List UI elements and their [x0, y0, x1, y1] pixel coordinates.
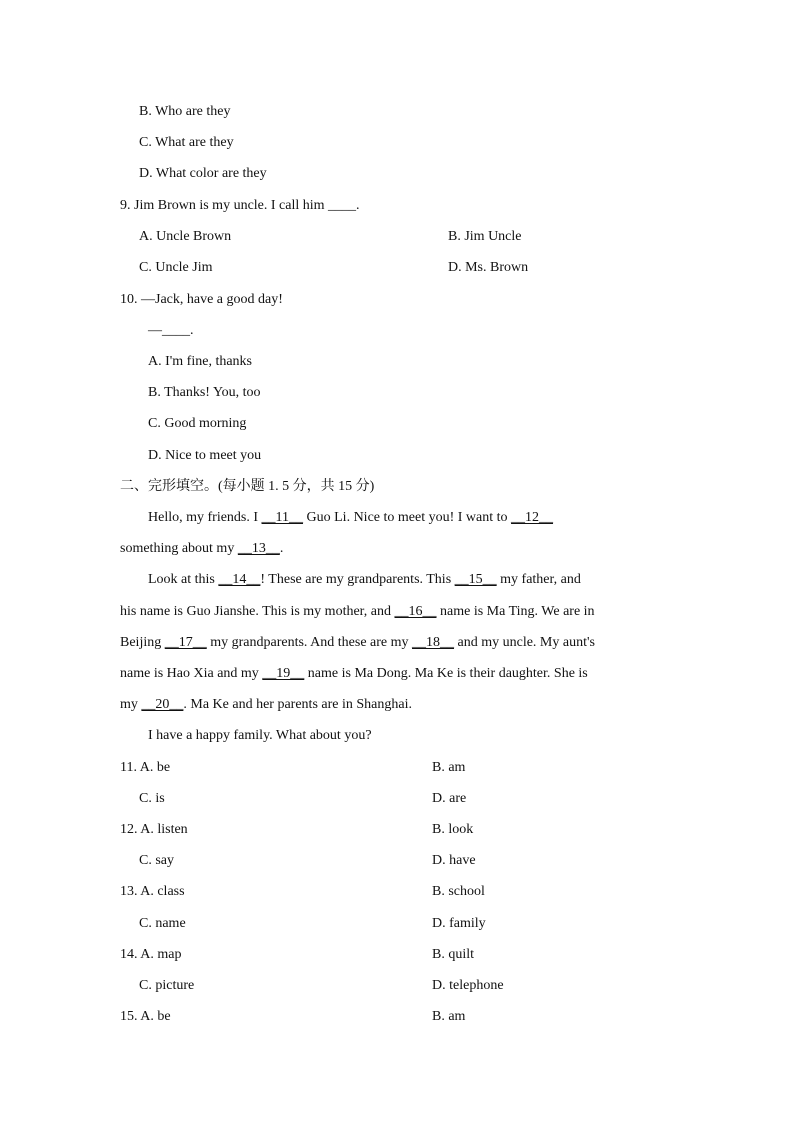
- q14-option-c: C. picture: [139, 978, 195, 993]
- passage-line: [148, 509, 553, 527]
- q9-option-d: D. Ms. Brown: [448, 260, 529, 275]
- blank-18: __18__: [412, 635, 455, 650]
- passage-line: [120, 603, 595, 621]
- passage-text: name is Ma Ting. We are in: [436, 604, 595, 619]
- passage-text: Beijing: [120, 635, 165, 650]
- q10-option-b: B. Thanks! You, too: [148, 385, 261, 400]
- section-heading: 二、完形填空。(每小题 1. 5 分，共 15 分): [120, 479, 375, 494]
- passage-text: . Ma Ke and her parents are in Shanghai.: [183, 697, 412, 712]
- q14-option-a: 14. A. map: [120, 947, 182, 962]
- q13-option-d: D. family: [432, 916, 486, 931]
- passage-line: [120, 634, 595, 652]
- q10-option-c: C. Good morning: [148, 416, 247, 431]
- blank-11: __11__: [261, 510, 304, 525]
- passage-text: .: [279, 541, 284, 556]
- q11-option-b: B. am: [432, 760, 466, 775]
- passage-text: name is Ma Dong. Ma Ke is their daughter. She is: [304, 666, 588, 681]
- q13-option-a: 13. A. class: [120, 884, 185, 899]
- passage-text: Guo Li. Nice to meet you! I want to: [303, 510, 512, 525]
- passage-line: [148, 571, 581, 589]
- blank-14: __14__: [218, 572, 261, 587]
- q15-option-b: B. am: [432, 1009, 466, 1024]
- q11-option-a: 11. A. be: [120, 760, 171, 775]
- blank-13: __13__: [237, 541, 280, 556]
- passage-text: something about my: [120, 541, 238, 556]
- q12-option-a: 12. A. listen: [120, 822, 188, 837]
- passage-line: I have a happy family. What about you?: [148, 728, 372, 743]
- blank-12: __12__: [511, 510, 554, 525]
- passage-text: ! These are my grandparents. This: [260, 572, 455, 587]
- q8-option-c: C. What are they: [139, 135, 234, 150]
- passage-text: my: [120, 697, 142, 712]
- q10-stem: 10. —Jack, have a good day!: [120, 292, 283, 307]
- q10-option-a: A. I'm fine, thanks: [148, 354, 253, 369]
- q12-option-c: C. say: [139, 853, 174, 868]
- q10-option-d: D. Nice to meet you: [148, 448, 262, 463]
- q13-option-c: C. name: [139, 916, 186, 931]
- passage-text: Look at this: [148, 572, 219, 587]
- q10-reply: —____.: [148, 323, 194, 338]
- q11-option-d: D. are: [432, 791, 467, 806]
- q9-stem: 9. Jim Brown is my uncle. I call him ____.: [120, 198, 360, 213]
- passage-text: his name is Guo Jianshe. This is my mother, and: [120, 604, 395, 619]
- q14-option-d: D. telephone: [432, 978, 504, 993]
- q9-option-c: C. Uncle Jim: [139, 260, 213, 275]
- q9-option-a: A. Uncle Brown: [139, 229, 232, 244]
- q11-option-c: C. is: [139, 791, 165, 806]
- q12-option-d: D. have: [432, 853, 476, 868]
- q12-option-b: B. look: [432, 822, 474, 837]
- passage-text: my grandparents. And these are my: [206, 635, 413, 650]
- q9-option-b: B. Jim Uncle: [448, 229, 522, 244]
- passage-line: [120, 540, 283, 558]
- passage-text: my father, and: [496, 572, 581, 587]
- passage-line: [120, 696, 412, 714]
- blank-20: __20__: [141, 697, 184, 712]
- passage-text: Hello, my friends. I: [148, 510, 262, 525]
- q8-option-b: B. Who are they: [139, 104, 231, 119]
- q15-option-a: 15. A. be: [120, 1009, 171, 1024]
- blank-19: __19__: [262, 666, 305, 681]
- passage-text: and my uncle. My aunt's: [454, 635, 595, 650]
- q14-option-b: B. quilt: [432, 947, 475, 962]
- q8-option-d: D. What color are they: [139, 166, 267, 181]
- blank-16: __16__: [394, 604, 437, 619]
- passage-line: [120, 665, 588, 683]
- passage-text: name is Hao Xia and my: [120, 666, 263, 681]
- blank-17: __17__: [164, 635, 207, 650]
- q13-option-b: B. school: [432, 884, 485, 899]
- blank-15: __15__: [454, 572, 497, 587]
